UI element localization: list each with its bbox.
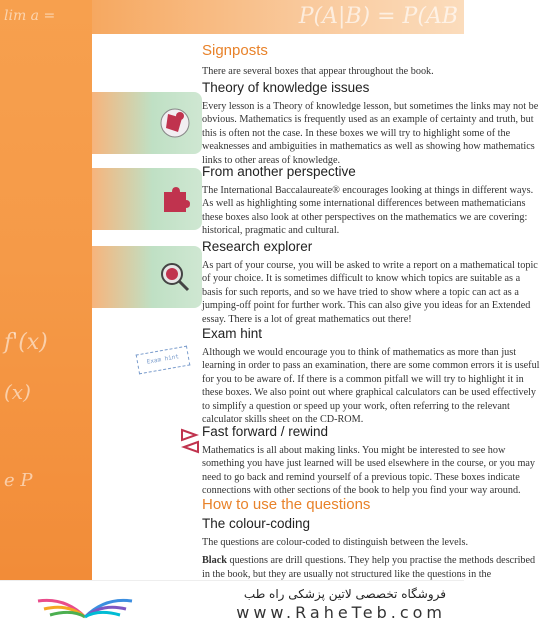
page-content [92,34,540,580]
black-questions-text [202,554,542,581]
box-perspective [202,164,542,238]
signposts-header [202,42,542,78]
box-title: From another perspective [202,164,356,179]
exam-hint-tag: Exam hint [136,346,191,375]
footer-bar [0,580,464,626]
band-scribble: lim a = [4,8,56,24]
black-description: questions are drill questions. They help you practise the methods described in the book, but they are usually not structured like the questions in the [202,555,536,580]
box-text: Every lesson is a Theory of knowledge lesson, but sometimes the links may not be obvious. Mathematics is frequently used as an example of certainty and truth, but this is often not the case. In these boxes we will try to highlight some of the weaknesses and ambiguities in mathematics as well as showing how mathematics links to other areas of knowledge. [202,101,539,166]
box-research [202,239,542,326]
band-scribble: (x) [4,380,31,404]
black-label: Black [202,555,227,567]
section-intro: The questions are colour-coded to distinguish between the levels. [202,537,469,548]
jigsaw-icon [158,182,192,216]
left-decorative-band [0,0,92,580]
perspective-tab [92,168,202,230]
book-logo [30,587,140,623]
band-scribble: f'(x) [4,330,48,355]
header-formula: P(A|B) = P(AB [298,4,458,29]
tok-tab [92,92,202,154]
fast-forward-rewind-icon [180,428,200,454]
page-title: Signposts [202,42,268,59]
box-title: Exam hint [202,326,263,341]
box-text: As part of your course, you will be asked to write a report on a mathematical topic of your choice. It is sometimes difficult to know which topics are suitable as a basis for such reports, and so we have tried to show where a topic can act as a jumping-off point for further work. This can also give you ideas for an Extended essay. There is a lot of great mathematics out there! [202,260,538,325]
band-scribble: e P [4,470,33,491]
questions-section [202,496,542,581]
top-decorative-band [92,0,464,34]
store-url[interactable]: www.RaheTeb.com [236,603,446,622]
intro-text: There are several boxes that appear throughout the book. [202,66,434,77]
store-name: فروشگاه تخصصی لاتین پزشکی راه طب [243,587,446,601]
section-subtitle: The colour-coding [202,516,311,531]
box-title: Theory of knowledge issues [202,80,370,95]
box-text: Although we would encourage you to think of mathematics as more than just learning in order to pass an examination, there are some common errors it is useful for you to be aware of. If there is a common pitfall we will try to highlight it in these boxes. We also point out where graphical calculators can be used effectively to simplify a question or speed up your work, often referring to the relevant calculator skills sheet on the CD-ROM. [202,347,540,426]
box-tok [202,80,542,167]
box-text: The International Baccalaureate® encourages looking at things in different ways. As well as highlighting some international differences between mathematicians these boxes also look at other perspectives on the mathematics we are covering: historical, pragmatic and cultural. [202,185,534,237]
magnifier-globe-icon [158,260,192,294]
tok-icon [158,106,192,140]
box-title: Research explorer [202,239,313,254]
box-fast-forward [202,424,542,498]
box-title: Fast forward / rewind [202,424,329,439]
section-title: How to use the questions [202,496,371,513]
research-tab [92,246,202,308]
box-exam-hint [202,326,542,426]
box-text: Mathematics is all about making links. You might be interested to see how something you have just learned will be used elsewhere in the course, or you may need to go back and remind yourself of a previous topic. These boxes indicate connections with other sections of the book to help you find your way around. [202,445,535,497]
